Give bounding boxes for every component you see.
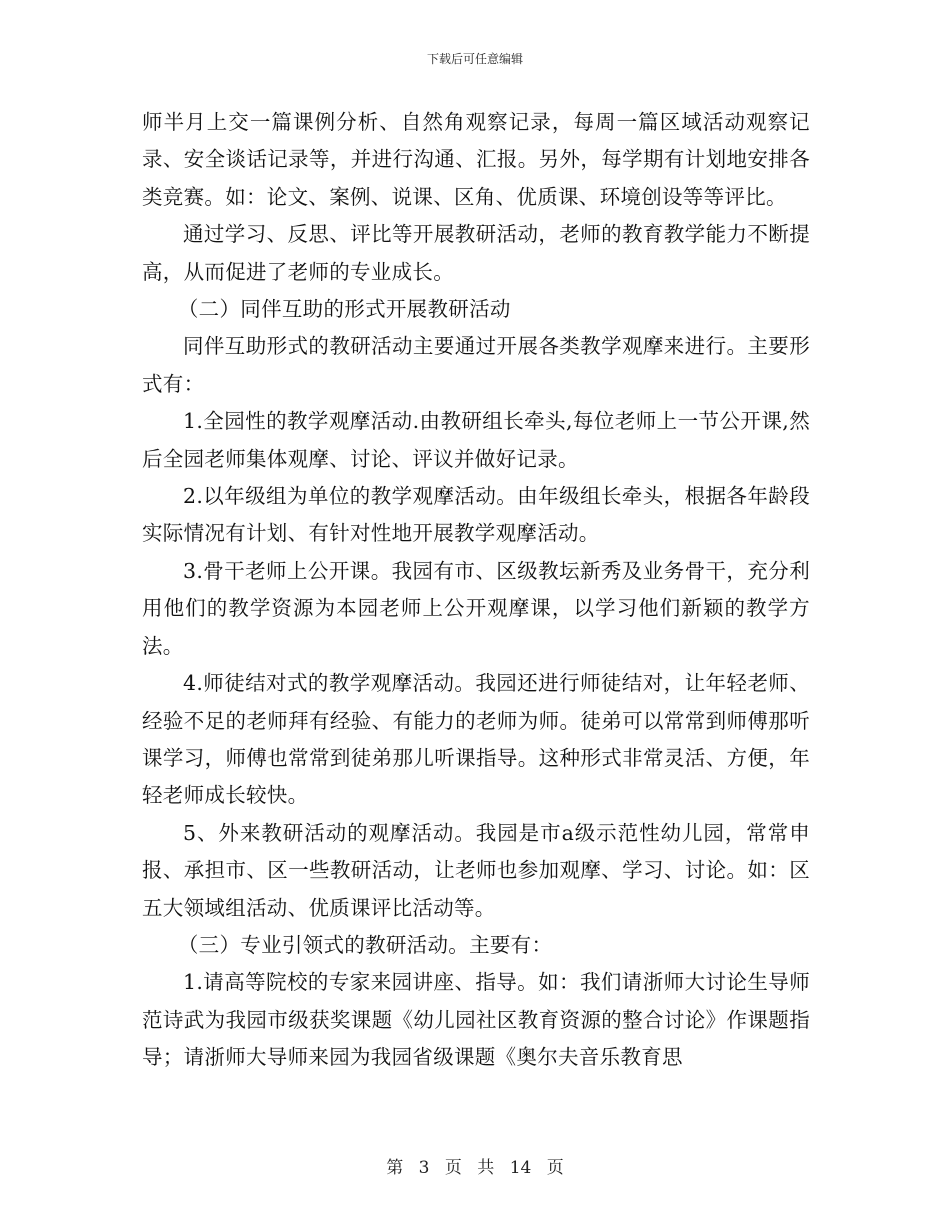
list-item-3: 3.骨干老师上公开课。我园有市、区级教坛新秀及业务骨干，充分利用他们的教学资源为本园老师上公开观摩课，以学习他们新颖的教学方法。: [142, 558, 810, 658]
page-header: 下载后可任意编辑: [426, 52, 523, 66]
footer-ye-end: 页: [546, 1158, 564, 1178]
footer-gong: 共: [477, 1158, 495, 1178]
footer-di: 第: [386, 1158, 404, 1178]
list-item-5: 5、外来教研活动的观摩活动。我园是市a级示范性幼儿园，常常申报、承担市、区一些教研活动，让老师也参加观摩、学习、讨论。如：区五大领域组活动、优质课评比活动等。: [142, 820, 810, 920]
total-pages: 14: [509, 1158, 532, 1178]
paragraph-continuation: 师半月上交一篇课例分析、自然角观察记录，每周一篇区域活动观察记录、安全谈话记录等，并进行沟通、汇报。另外，每学期有计划地安排各类竞赛。如：论文、案例、说课、区角、优质课、环境创设等等评比。: [142, 110, 810, 209]
list-item-2: 2.以年级组为单位的教学观摩活动。由年级组长牵头，根据各年龄段实际情况有计划、有针对性地开展教学观摩活动。: [142, 484, 810, 546]
paragraph-intro: 同伴互助形式的教研活动主要通过开展各类教学观摩来进行。主要形式有：: [142, 334, 810, 396]
footer-ye: 页: [444, 1158, 462, 1178]
page-footer: [0, 1153, 950, 1178]
page-number: 3: [418, 1158, 430, 1178]
section-heading-3: （三）专业引领式的教研活动。主要有：: [177, 932, 553, 957]
list-item-1: 1.全园性的教学观摩活动.由教研组长牵头,每位老师上一节公开课,然后全园老师集体观摩、讨论、评议并做好记录。: [142, 409, 810, 471]
list-item-4: 4.师徒结对式的教学观摩活动。我园还进行师徒结对，让年轻老师、经验不足的老师拜有经验、有能力的老师为师。徒弟可以常常到师傅那听课学习，师傅也常常到徒弟那儿听课指导。这种形式非常灵活、方便，年轻老师成长较快。: [142, 671, 810, 808]
section-heading-2: （二）同伴互助的形式开展教研活动: [177, 297, 511, 322]
list-item-expert: 1.请高等院校的专家来园讲座、指导。如：我们请浙师大讨论生导师范诗武为我园市级获奖课题《幼儿园社区教育资源的整合讨论》作课题指导；请浙师大导师来园为我园省级课题《奥尔夫音乐教育思: [142, 970, 810, 1070]
paragraph-summary: 通过学习、反思、评比等开展教研活动，老师的教育教学能力不断提高，从而促进了老师的专业成长。: [142, 222, 810, 284]
document-body: [142, 104, 810, 1077]
